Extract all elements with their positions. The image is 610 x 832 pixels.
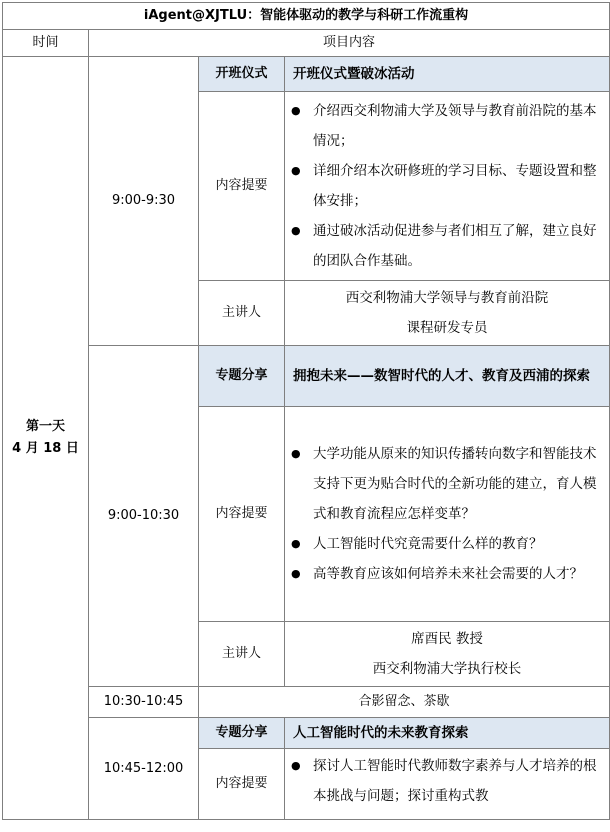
session-title: 人工智能时代的未来教育探索 <box>293 725 469 741</box>
summary-cell <box>285 749 610 820</box>
summary-label: 内容提要 <box>199 749 285 820</box>
session-title-cell <box>285 57 610 92</box>
session-type: 专题分享 <box>199 718 285 749</box>
header-content: 项目内容 <box>89 30 610 57</box>
speaker-cell <box>285 281 610 346</box>
bullet-item: ● 详细介绍本次研修班的学习目标、专题设置和整体安排； <box>285 156 601 216</box>
bullet-item: ● 探讨人工智能时代教师数字素养与人才培养的根本挑战与问题；探讨重构式教 <box>285 751 601 811</box>
session-time: 9:00-10:30 <box>89 346 199 687</box>
speaker-cell <box>285 622 610 687</box>
day-date: 4 月 18 日 <box>12 441 79 456</box>
session-time: 10:45-12:00 <box>89 718 199 820</box>
day-label: 第一天 <box>25 419 65 434</box>
bullet-item: ● 高等教育应该如何培养未来社会需要的人才？ <box>285 559 601 589</box>
speaker-label: 主讲人 <box>199 281 285 346</box>
speaker-line: 席酉民 教授 <box>411 631 483 647</box>
bullet-item: ● 大学功能从原来的知识传播转向数字和智能技术支持下更为贴合时代的全新功能的建立，育人模式和教育流程应怎样变革？ <box>285 439 601 529</box>
break-text: 合影留念、茶歇 <box>199 687 610 718</box>
day-cell <box>3 57 89 820</box>
bullet-item: ● 介绍西交利物浦大学及领导与教育前沿院的基本情况； <box>285 96 601 156</box>
session-type: 开班仪式 <box>199 57 285 92</box>
bullet-list <box>285 749 609 811</box>
session-time: 10:30-10:45 <box>89 687 199 718</box>
session-title-cell <box>285 718 610 749</box>
session-title-cell <box>285 346 610 407</box>
session-title: 开班仪式暨破冰活动 <box>293 66 415 82</box>
speaker-label: 主讲人 <box>199 622 285 687</box>
header-time: 时间 <box>3 30 89 57</box>
session-type: 专题分享 <box>199 346 285 407</box>
speaker-line: 西交利物浦大学执行校长 <box>372 661 522 677</box>
speaker-line: 西交利物浦大学领导与教育前沿院 <box>345 290 549 306</box>
speaker-line: 课程研发专员 <box>406 320 488 336</box>
bullet-list <box>285 439 609 589</box>
table-title: iAgent@XJTLU：智能体驱动的教学与科研工作流重构 <box>3 3 610 30</box>
session-title: 拥抱未来——数智时代的人才、教育及西浦的探索 <box>293 368 590 384</box>
summary-label: 内容提要 <box>199 92 285 281</box>
summary-cell <box>285 92 610 281</box>
bullet-list <box>285 96 609 276</box>
summary-label: 内容提要 <box>199 407 285 622</box>
bullet-item: ● 通过破冰活动促进参与者们相互了解，建立良好的团队合作基础。 <box>285 216 601 276</box>
session-time: 9:00-9:30 <box>89 57 199 346</box>
summary-cell <box>285 407 610 622</box>
schedule-table <box>2 2 610 820</box>
bullet-item: ● 人工智能时代究竟需要什么样的教育？ <box>285 529 601 559</box>
